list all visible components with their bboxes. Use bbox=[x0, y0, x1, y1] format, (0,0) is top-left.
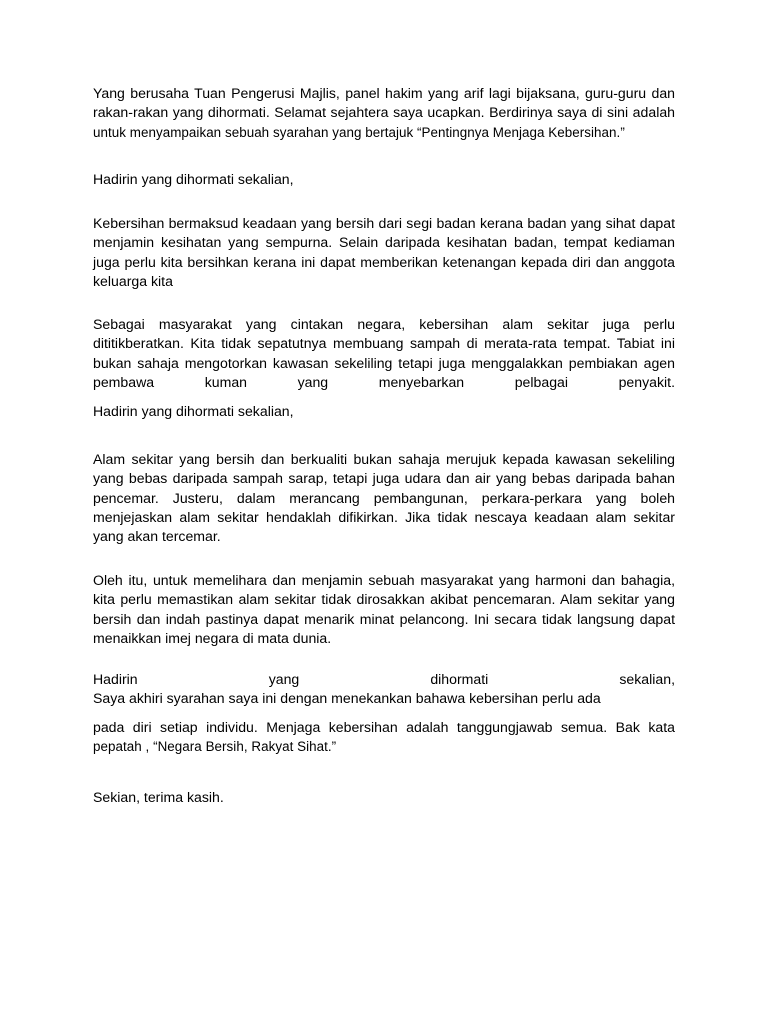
masyarakat-line-3: bukan sahaja mengotorkan kawasan sekeliling tetapi juga menggalakkan pembiakan agen bbox=[93, 354, 675, 371]
closing-paragraph bbox=[93, 670, 675, 709]
masyarakat-line-2: dititikberatkan. Kita tidak sepatutnya membuang sampah di merata-rata tempat. Tabiat ini bbox=[93, 335, 675, 352]
kebersihan-line-3: juga perlu kita bersihkan kerana ini dapat memberikan ketenangan kepada diri dan anggota bbox=[93, 253, 675, 270]
alam-line-4: menjejaskan alam sekitar hendaklah difikirkan. Jika tidak nescaya keadaan alam sekitar bbox=[93, 508, 675, 525]
oleh-itu-line-1: Oleh itu, untuk memelihara dan menjamin sebuah masyarakat yang harmoni dan bahagia, bbox=[93, 572, 675, 588]
alam-line-3: pencemar. Justeru, dalam merancang pembangunan, perkara-perkara yang boleh bbox=[93, 489, 675, 506]
masyarakat-paragraph bbox=[93, 315, 675, 392]
individu-line-1: pada diri setiap individu. Menjaga kebersihan adalah tanggungjawab semua. Bak kata bbox=[93, 719, 675, 735]
kebersihan-line-2: menjamin kesihatan yang sempurna. Selain daripada kesihatan badan, tempat kediaman bbox=[93, 234, 675, 251]
alam-paragraph bbox=[93, 450, 675, 546]
alam-line-5: yang akan tercemar. bbox=[93, 528, 221, 545]
intro-paragraph bbox=[93, 84, 675, 142]
oleh-itu-line-2: kita perlu memastikan alam sekitar tidak dirosakkan akibat pencemaran. Alam sekitar yang bbox=[93, 591, 675, 608]
kebersihan-line-4: keluarga kita bbox=[93, 272, 173, 289]
greeting-2: Hadirin yang dihormati sekalian, bbox=[93, 403, 294, 419]
alam-line-2: yang bebas daripada sampah sarap, tetapi juga udara dan air yang bebas daripada bahan bbox=[93, 470, 675, 487]
individu-paragraph bbox=[93, 718, 675, 757]
individu-line-2: pepatah , “Negara Bersih, Rakyat Sihat.” bbox=[93, 739, 337, 755]
kebersihan-line-1: Kebersihan bermaksud keadaan yang bersih dari segi badan kerana badan yang sihat dapat bbox=[93, 215, 675, 231]
intro-line-2: rakan-rakan yang dihormati. Selamat sejahtera saya ucapkan. Berdirinya saya di sini adalah bbox=[93, 104, 675, 121]
oleh-itu-line-3: bersih dan indah pastinya dapat menarik minat pelancong. Ini secara tidak langsung dapat bbox=[93, 610, 675, 627]
masyarakat-line-1: Sebagai masyarakat yang cintakan negara, kebersihan alam sekitar juga perlu bbox=[93, 316, 675, 332]
intro-line-1: Yang berusaha Tuan Pengerusi Majlis, panel hakim yang arif lagi bijaksana, guru-guru dan bbox=[93, 85, 675, 101]
farewell: Sekian, terima kasih. bbox=[93, 789, 224, 805]
oleh-itu-line-4: menaikkan imej negara di mata dunia. bbox=[93, 629, 332, 646]
oleh-itu-paragraph bbox=[93, 571, 675, 648]
kebersihan-paragraph bbox=[93, 214, 675, 291]
greeting-1: Hadirin yang dihormati sekalian, bbox=[93, 171, 294, 187]
greeting-3: Hadirin yang dihormati sekalian, bbox=[93, 671, 675, 687]
closing-line-1: Saya akhiri syarahan saya ini dengan menekankan bahawa kebersihan perlu ada bbox=[93, 690, 601, 707]
intro-line-3: untuk menyampaikan sebuah syarahan yang bertajuk “Pentingnya Menjaga Kebersihan.” bbox=[93, 124, 625, 140]
masyarakat-line-4: pembawa kuman yang menyebarkan pelbagai penyakit. bbox=[93, 373, 675, 390]
alam-line-1: Alam sekitar yang bersih dan berkualiti bukan sahaja merujuk kepada kawasan sekeliling bbox=[93, 451, 675, 467]
